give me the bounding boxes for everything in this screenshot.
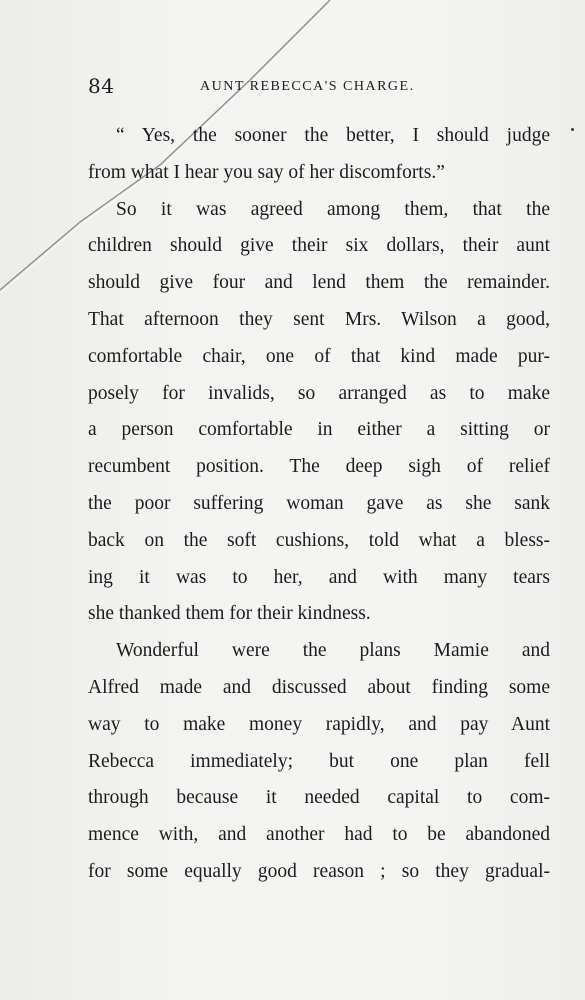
text-line: So it was agreed among them, that the	[116, 198, 550, 220]
text-line: through because it needed capital to com-	[88, 787, 550, 809]
ink-speck	[571, 128, 574, 131]
text-line: a person comfortable in either a sitting or	[88, 419, 550, 441]
text-line: posely for invalids, so arranged as to make	[88, 382, 550, 404]
text-line: way to make money rapidly, and pay Aunt	[88, 713, 550, 735]
paragraph	[88, 633, 550, 891]
text-line: That afternoon they sent Mrs. Wilson a good,	[88, 308, 550, 330]
text-line: Rebecca immediately; but one plan fell	[88, 750, 550, 772]
text-line: comfortable chair, one of that kind made pur-	[88, 345, 550, 367]
page-number: 84	[88, 74, 115, 98]
text-line: back on the soft cushions, told what a bless-	[88, 529, 550, 551]
paragraph	[88, 118, 550, 192]
text-line: Wonderful were the plans Mamie and	[116, 640, 550, 662]
body-text	[88, 118, 550, 891]
page-header	[88, 74, 540, 104]
text-line: for some equally good reason ; so they gradual-	[88, 860, 550, 882]
text-line: Alfred made and discussed about finding some	[88, 676, 550, 698]
text-line: ing it was to her, and with many tears	[88, 566, 550, 588]
paragraph	[88, 192, 550, 634]
text-line: children should give their six dollars, their aunt	[88, 235, 550, 257]
text-line: from what I hear you say of her discomforts.”	[88, 161, 445, 183]
text-line: should give four and lend them the remainder.	[88, 272, 550, 294]
text-line: mence with, and another had to be abandoned	[88, 824, 550, 846]
text-line: the poor suffering woman gave as she sank	[88, 492, 550, 514]
running-title: AUNT REBECCA'S CHARGE.	[200, 79, 415, 94]
text-line: “ Yes, the sooner the better, I should judge	[116, 125, 550, 146]
text-line: she thanked them for their kindness.	[88, 603, 371, 625]
text-line: recumbent position. The deep sigh of relief	[88, 456, 550, 478]
